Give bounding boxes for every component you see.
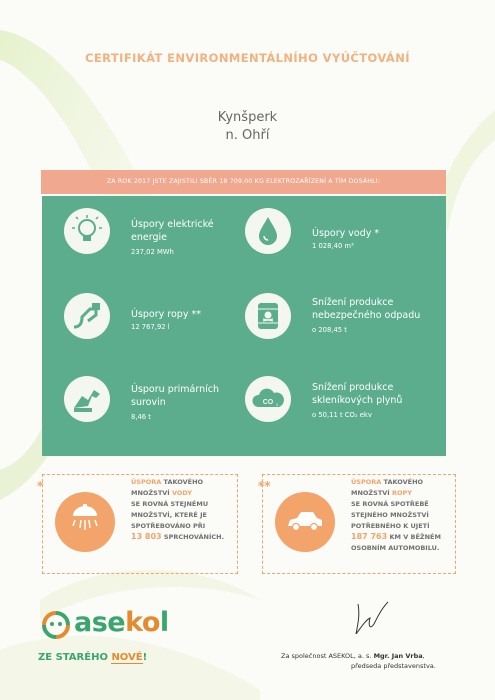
oil-text-line-4: STEJNÉHO MNOŽSTVÍ (351, 511, 429, 519)
signatory-line-2: předseda představenstva. (351, 662, 436, 670)
oil-text-line-2: MNOŽSTVÍ ROPY (351, 489, 412, 497)
saving-title: Úspory vody * (312, 228, 380, 239)
oil-text-line-6: 187 763 KM V BĚŽNÉM (351, 532, 441, 541)
oil-footnote-star: ** (258, 479, 271, 493)
saving-title-2: surovin (131, 397, 166, 408)
saving-value: o 50,11 t CO₂ ekv (312, 411, 372, 419)
hazard-barrel-icon (245, 293, 291, 339)
saving-title: Snížení produkce (312, 382, 394, 393)
water-text-line-3: SE ROVNÁ STEJNÉMU (131, 500, 209, 508)
water-text-line-4: MNOŽSTVÍ, KTERÉ JE (131, 511, 207, 519)
co2-cloud-icon (245, 376, 291, 422)
saving-value: 12 767,92 l (131, 323, 170, 331)
svg-text:CO: CO (262, 399, 274, 406)
svg-text:2: 2 (276, 402, 279, 407)
recycle-arrows-icon (42, 611, 70, 639)
oil-text-line-1: ÚSPORA TAKOVÉHO (351, 478, 424, 486)
asekol-logo (30, 597, 180, 677)
saving-title: Úspory ropy ** (131, 309, 201, 320)
shower-icon (55, 492, 115, 552)
water-footnote-star: * (37, 479, 44, 493)
certificate-title: CERTIFIKÁT ENVIRONMENTÁLNÍHO VYÚČTOVÁNÍ (85, 51, 410, 65)
saving-title-2: energie (131, 232, 167, 243)
signatory-line-1: Za společnost ASEKOL, a. s. Mgr. Jan Vrba, (281, 652, 425, 660)
saving-value: 1 028,40 m³ (312, 242, 354, 250)
oil-text-line-5: POTŘEBNÉHO K UJETÍ (351, 522, 430, 530)
saving-title-2: nebezpečného odpadu (312, 310, 421, 321)
saving-title: Úsporu primárních (131, 384, 219, 395)
savings-panel (42, 196, 446, 456)
car-icon (275, 492, 335, 552)
oil-text-line-7: OSOBNÍM AUTOMOBILU. (351, 544, 440, 552)
oil-text-line-3: SE ROVNÁ SPOTŘEBĚ (351, 500, 429, 508)
city-name: Kynšperk (217, 110, 278, 125)
oil-comparison-box (262, 474, 456, 574)
water-text-line-5: SPOTŘEBOVÁNO PŘI (131, 522, 206, 530)
saving-title: Snížení produkce (312, 297, 394, 308)
city-name-suffix: n. Ohří (225, 128, 270, 143)
water-text-line-2: MNOŽSTVÍ VODY (131, 489, 193, 497)
water-text-line-1: ÚSPORA TAKOVÉHO (131, 478, 204, 486)
collection-banner: ZA ROK 2017 JSTE ZAJISTILI SBĚR 18 709,00 KG ELEKTROZAŘÍZENÍ A TÍM DOSÁHLI: (41, 170, 446, 194)
excavator-icon (64, 376, 110, 422)
saving-value: o 208,45 t (312, 326, 347, 334)
light-bulb-icon (64, 208, 110, 254)
fuel-nozzle-icon (64, 293, 110, 339)
saving-value: 8,46 t (131, 413, 151, 421)
water-text-line-6: 13 803 SPRCHOVÁNÍCH. (131, 532, 225, 541)
logo-wordmark: asekol (74, 607, 169, 638)
handwritten-signature (352, 598, 392, 638)
saving-title-2: skleníkových plynů (312, 395, 403, 406)
water-drop-icon (245, 208, 291, 254)
saving-value: 237,02 MWh (131, 248, 174, 256)
saving-title: Úspory elektrické (131, 219, 214, 230)
logo-slogan: ZE STARÉHO NOVÉ! (38, 652, 148, 663)
water-comparison-box (42, 474, 238, 574)
